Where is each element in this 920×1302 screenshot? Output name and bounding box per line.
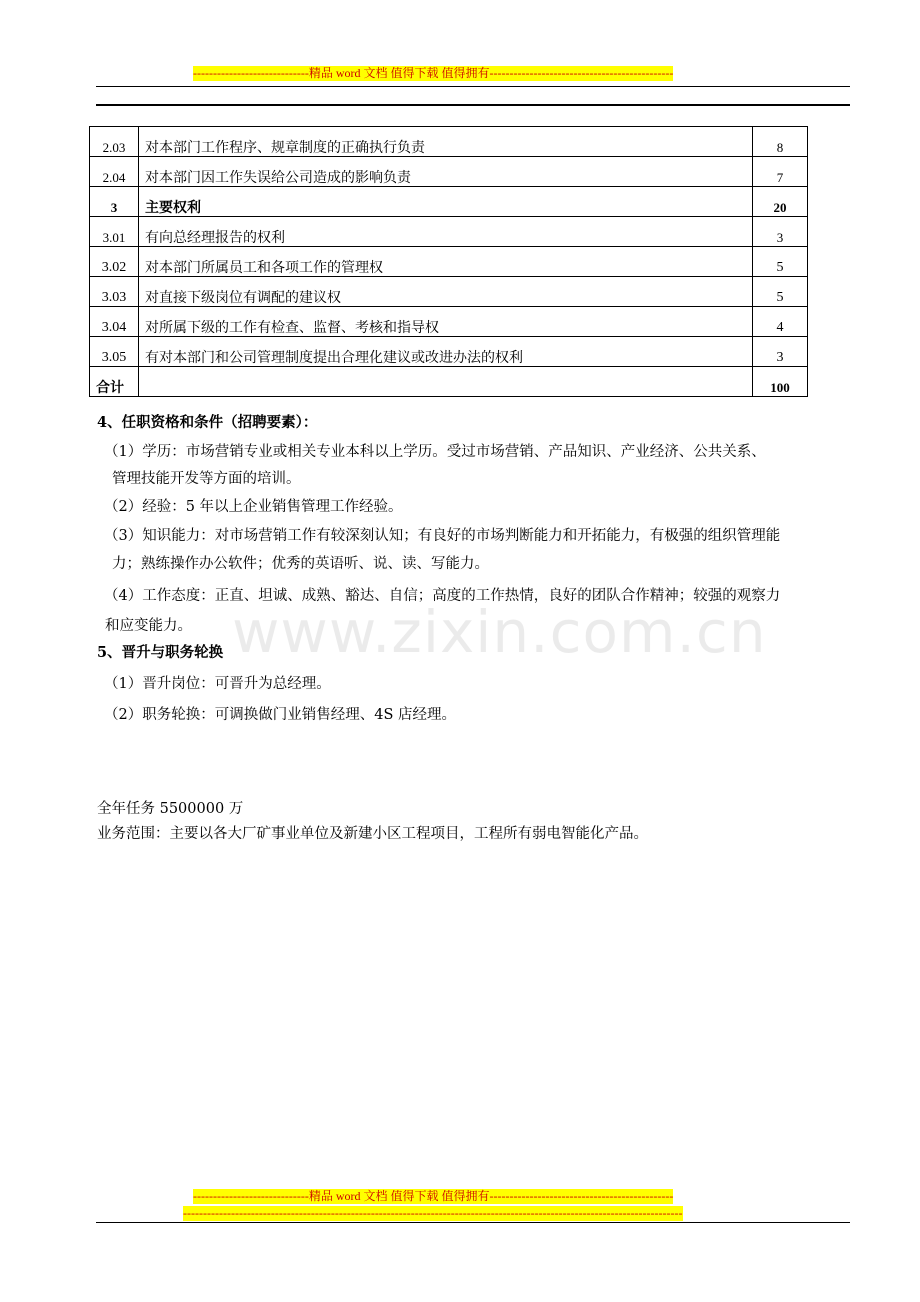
row-text: 对本部门工作程序、规章制度的正确执行负责: [139, 127, 753, 157]
row-score: 7: [753, 157, 808, 187]
row-text: 有对本部门和公司管理制度提出合理化建议或改进办法的权利: [139, 337, 753, 367]
total-text: [139, 367, 753, 397]
row-number: 3.05: [90, 337, 139, 367]
row-text: 对直接下级岗位有调配的建议权: [139, 277, 753, 307]
table-row: [90, 277, 808, 307]
table-row: [90, 217, 808, 247]
section-5-item-2: （2）职务轮换：可调换做门业销售经理、4S 店经理。: [104, 707, 456, 723]
footer-rule: [96, 1222, 850, 1223]
section-5-title: 5、晋升与职务轮换: [97, 644, 224, 661]
row-number: 3: [90, 187, 139, 217]
total-label: 合计: [90, 367, 139, 397]
business-scope: 业务范围：主要以各大厂矿事业单位及新建小区工程项目，工程所有弱电智能化产品。: [97, 826, 648, 842]
header-rule-bottom: [96, 104, 850, 106]
table-row: [90, 127, 808, 157]
table-row-total: [90, 367, 808, 397]
row-score: 5: [753, 247, 808, 277]
row-number: 3.02: [90, 247, 139, 277]
row-score: 4: [753, 307, 808, 337]
section-4-item-1-cont: 管理技能开发等方面的培训。: [112, 471, 301, 487]
footer-banner: -----------------------------精品 word 文档 值得下载 值得拥有----------------------------------------------: [193, 1189, 674, 1203]
section-4-item-4: （4）工作态度：正直、坦诚、成熟、豁达、自信；高度的工作热情，良好的团队合作精神；较强的观察力: [104, 588, 781, 604]
row-number: 3.04: [90, 307, 139, 337]
row-text: 主要权利: [139, 187, 753, 217]
annual-task: 全年任务 5500000 万: [97, 801, 244, 817]
footer-banner-dashes: -----------------------------------------------------------------------------------------------------------------------------: [183, 1206, 683, 1220]
section-5-item-1: （1）晋升岗位：可晋升为总经理。: [104, 676, 331, 692]
row-score: 3: [753, 337, 808, 367]
row-number: 2.04: [90, 157, 139, 187]
section-4-item-3-cont: 力；熟练操作办公软件；优秀的英语听、说、读、写能力。: [112, 556, 489, 572]
row-text: 对所属下级的工作有检查、监督、考核和指导权: [139, 307, 753, 337]
row-number: 2.03: [90, 127, 139, 157]
total-score: 100: [753, 367, 808, 397]
section-4-item-1: （1）学历：市场营销专业或相关专业本科以上学历。受过市场营销、产品知识、产业经济、公共关系、: [104, 444, 766, 460]
table-row-section: [90, 187, 808, 217]
responsibility-table: [89, 126, 808, 397]
row-score: 3: [753, 217, 808, 247]
header-banner: -----------------------------精品 word 文档 值得下载 值得拥有----------------------------------------------: [193, 66, 674, 80]
table-row: [90, 247, 808, 277]
table-row: [90, 157, 808, 187]
table-row: [90, 337, 808, 367]
row-text: 有向总经理报告的权利: [139, 217, 753, 247]
section-4-item-4-cont: 和应变能力。: [105, 618, 192, 634]
header-rule-top: [96, 86, 850, 87]
row-number: 3.01: [90, 217, 139, 247]
row-score: 5: [753, 277, 808, 307]
row-number: 3.03: [90, 277, 139, 307]
watermark: www.zixin.com.cn: [232, 598, 767, 666]
row-text: 对本部门所属员工和各项工作的管理权: [139, 247, 753, 277]
section-4-title: 4、任职资格和条件（招聘要素）：: [97, 414, 318, 431]
section-4-item-2: （2）经验：5 年以上企业销售管理工作经验。: [104, 499, 403, 515]
row-score: 20: [753, 187, 808, 217]
row-score: 8: [753, 127, 808, 157]
table-row: [90, 307, 808, 337]
row-text: 对本部门因工作失误给公司造成的影响负责: [139, 157, 753, 187]
section-4-item-3: （3）知识能力：对市场营销工作有较深刻认知；有良好的市场判断能力和开拓能力，有极强的组织管理能: [104, 528, 781, 544]
